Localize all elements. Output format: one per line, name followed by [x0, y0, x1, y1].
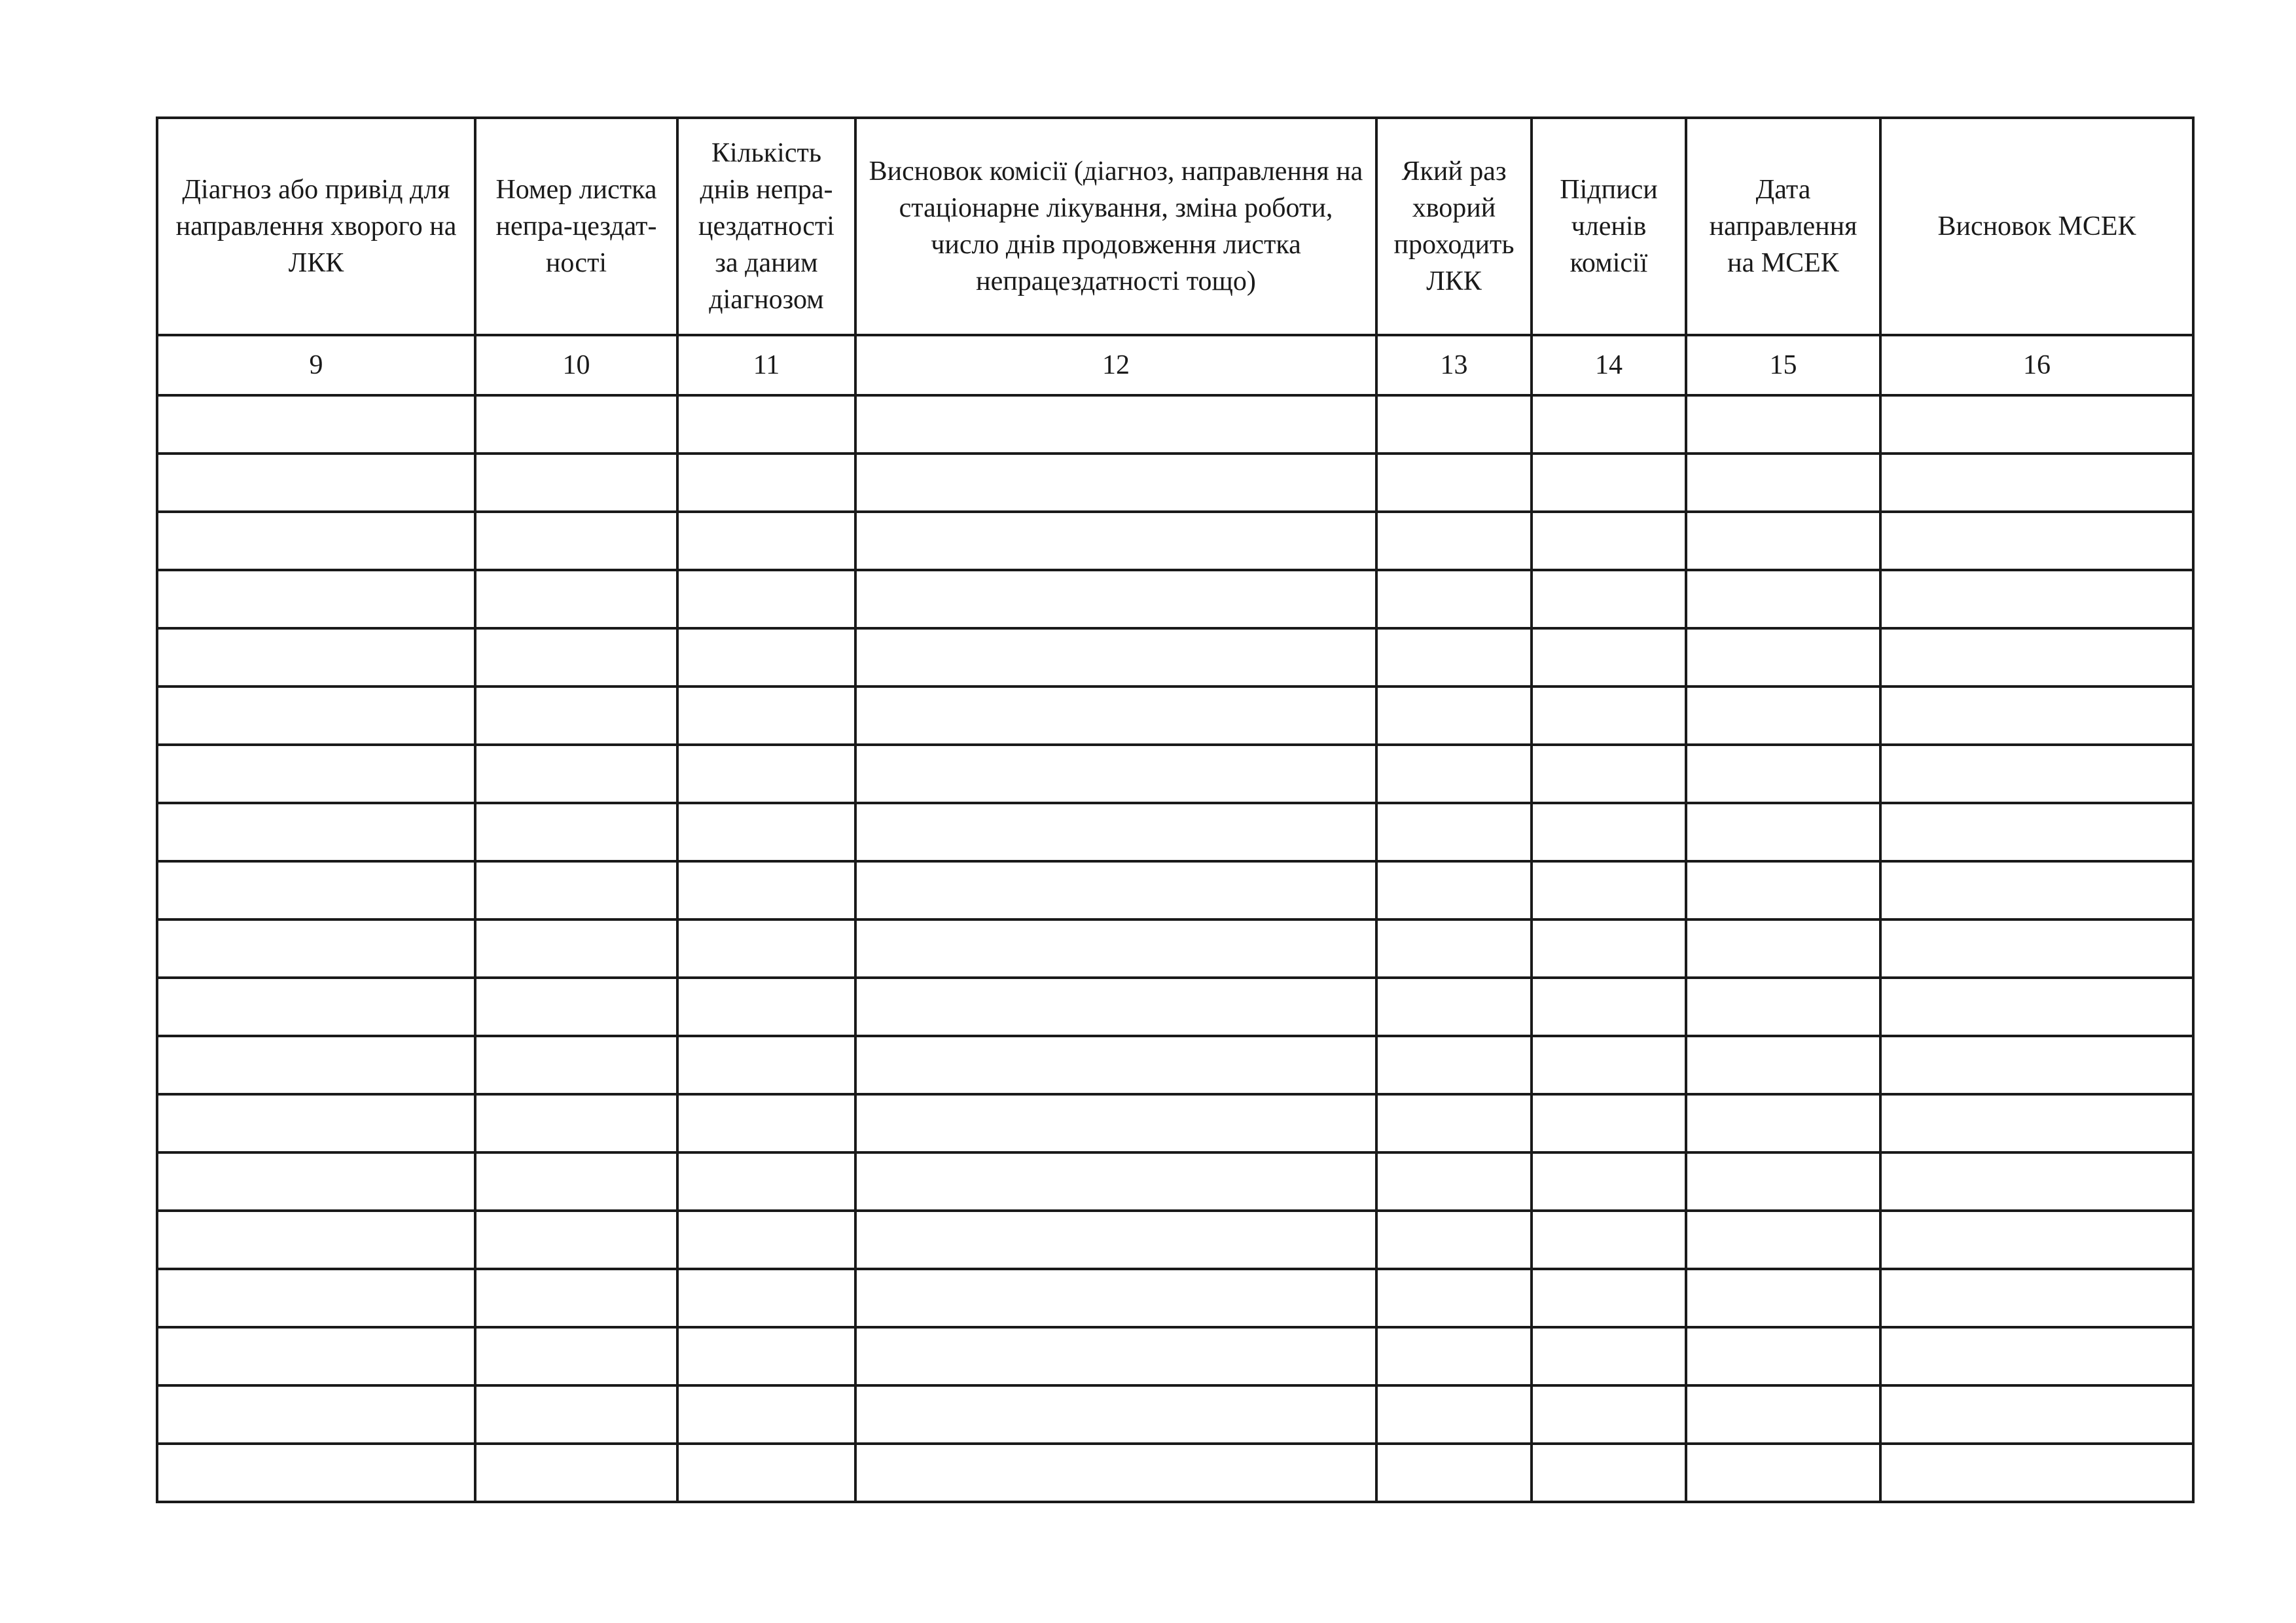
commission-conclusion-cell[interactable]: [855, 1327, 1376, 1385]
diagnosis-cell[interactable]: [157, 1327, 475, 1385]
header-msek-conclusion: Висновок МСЕК: [1880, 118, 2193, 335]
signatures-cell[interactable]: [1532, 1385, 1686, 1444]
visit-count-cell[interactable]: [1376, 512, 1532, 570]
diagnosis-cell[interactable]: [157, 978, 475, 1036]
msek-referral-date-cell[interactable]: [1686, 454, 1880, 512]
signatures-cell[interactable]: [1532, 1211, 1686, 1269]
msek-conclusion-cell[interactable]: [1880, 570, 2193, 628]
days-count-cell[interactable]: [677, 1385, 855, 1444]
msek-conclusion-cell[interactable]: [1880, 395, 2193, 454]
sick-leave-number-cell[interactable]: [475, 919, 677, 978]
signatures-cell[interactable]: [1532, 978, 1686, 1036]
visit-count-cell[interactable]: [1376, 978, 1532, 1036]
table-row: [157, 919, 2193, 978]
msek-referral-date-cell[interactable]: [1686, 1211, 1880, 1269]
visit-count-cell[interactable]: [1376, 861, 1532, 919]
table-row: [157, 978, 2193, 1036]
table-row: [157, 454, 2193, 512]
days-count-cell[interactable]: [677, 628, 855, 687]
table-row: [157, 1385, 2193, 1444]
msek-referral-date-cell[interactable]: [1686, 1385, 1880, 1444]
days-count-cell[interactable]: [677, 861, 855, 919]
visit-count-cell[interactable]: [1376, 1152, 1532, 1211]
diagnosis-cell[interactable]: [157, 1269, 475, 1327]
sick-leave-number-cell[interactable]: [475, 1036, 677, 1094]
column-number: 13: [1376, 335, 1532, 395]
diagnosis-cell[interactable]: [157, 1036, 475, 1094]
commission-conclusion-cell[interactable]: [855, 1211, 1376, 1269]
commission-conclusion-cell[interactable]: [855, 1152, 1376, 1211]
visit-count-cell[interactable]: [1376, 454, 1532, 512]
sick-leave-number-cell[interactable]: [475, 395, 677, 454]
visit-count-cell[interactable]: [1376, 803, 1532, 861]
days-count-cell[interactable]: [677, 1152, 855, 1211]
header-sick-leave-number: Номер листка непра-цездат-ності: [475, 118, 677, 335]
sick-leave-number-cell[interactable]: [475, 628, 677, 687]
days-count-cell[interactable]: [677, 1327, 855, 1385]
sick-leave-number-cell[interactable]: [475, 1211, 677, 1269]
sick-leave-number-cell[interactable]: [475, 687, 677, 745]
signatures-cell[interactable]: [1532, 1152, 1686, 1211]
days-count-cell[interactable]: [677, 395, 855, 454]
table-row: [157, 570, 2193, 628]
signatures-cell[interactable]: [1532, 628, 1686, 687]
signatures-cell[interactable]: [1532, 512, 1686, 570]
column-number: 14: [1532, 335, 1686, 395]
visit-count-cell[interactable]: [1376, 395, 1532, 454]
table-row: [157, 687, 2193, 745]
days-count-cell[interactable]: [677, 1269, 855, 1327]
column-number: 16: [1880, 335, 2193, 395]
table-row: [157, 1094, 2193, 1152]
signatures-cell[interactable]: [1532, 1036, 1686, 1094]
header-visit-count: Який раз хворий проходить ЛКК: [1376, 118, 1532, 335]
table-row: [157, 861, 2193, 919]
signatures-cell[interactable]: [1532, 803, 1686, 861]
sick-leave-number-cell[interactable]: [475, 1269, 677, 1327]
commission-conclusion-cell[interactable]: [855, 628, 1376, 687]
commission-conclusion-cell[interactable]: [855, 745, 1376, 803]
commission-conclusion-cell[interactable]: [855, 861, 1376, 919]
diagnosis-cell[interactable]: [157, 512, 475, 570]
msek-referral-date-cell[interactable]: [1686, 1036, 1880, 1094]
header-diagnosis: Діагноз або привід для направлення хворого на ЛКК: [157, 118, 475, 335]
visit-count-cell[interactable]: [1376, 1211, 1532, 1269]
column-number: 11: [677, 335, 855, 395]
msek-conclusion-cell[interactable]: [1880, 919, 2193, 978]
days-count-cell[interactable]: [677, 919, 855, 978]
sick-leave-number-cell[interactable]: [475, 1444, 677, 1502]
commission-conclusion-cell[interactable]: [855, 395, 1376, 454]
msek-conclusion-cell[interactable]: [1880, 628, 2193, 687]
days-count-cell[interactable]: [677, 570, 855, 628]
visit-count-cell[interactable]: [1376, 1444, 1532, 1502]
column-number: 15: [1686, 335, 1880, 395]
days-count-cell[interactable]: [677, 803, 855, 861]
msek-referral-date-cell[interactable]: [1686, 803, 1880, 861]
diagnosis-cell[interactable]: [157, 803, 475, 861]
sick-leave-number-cell[interactable]: [475, 861, 677, 919]
sick-leave-number-cell[interactable]: [475, 745, 677, 803]
signatures-cell[interactable]: [1532, 1444, 1686, 1502]
commission-conclusion-cell[interactable]: [855, 454, 1376, 512]
msek-referral-date-cell[interactable]: [1686, 628, 1880, 687]
msek-referral-date-cell[interactable]: [1686, 919, 1880, 978]
visit-count-cell[interactable]: [1376, 687, 1532, 745]
diagnosis-cell[interactable]: [157, 1094, 475, 1152]
msek-referral-date-cell[interactable]: [1686, 1444, 1880, 1502]
sick-leave-number-cell[interactable]: [475, 570, 677, 628]
signatures-cell[interactable]: [1532, 861, 1686, 919]
days-count-cell[interactable]: [677, 512, 855, 570]
msek-conclusion-cell[interactable]: [1880, 1444, 2193, 1502]
header-commission-signatures: Підписи членів комісії: [1532, 118, 1686, 335]
msek-referral-date-cell[interactable]: [1686, 861, 1880, 919]
commission-conclusion-cell[interactable]: [855, 512, 1376, 570]
msek-referral-date-cell[interactable]: [1686, 1327, 1880, 1385]
msek-conclusion-cell[interactable]: [1880, 861, 2193, 919]
table-row: [157, 803, 2193, 861]
diagnosis-cell[interactable]: [157, 395, 475, 454]
diagnosis-cell[interactable]: [157, 628, 475, 687]
msek-conclusion-cell[interactable]: [1880, 1327, 2193, 1385]
signatures-cell[interactable]: [1532, 745, 1686, 803]
msek-conclusion-cell[interactable]: [1880, 978, 2193, 1036]
sick-leave-number-cell[interactable]: [475, 803, 677, 861]
column-number-row: [157, 335, 2193, 395]
msek-conclusion-cell[interactable]: [1880, 1152, 2193, 1211]
table-row: [157, 1152, 2193, 1211]
msek-conclusion-cell[interactable]: [1880, 745, 2193, 803]
msek-referral-date-cell[interactable]: [1686, 570, 1880, 628]
diagnosis-cell[interactable]: [157, 1152, 475, 1211]
sick-leave-number-cell[interactable]: [475, 1327, 677, 1385]
days-count-cell[interactable]: [677, 978, 855, 1036]
msek-referral-date-cell[interactable]: [1686, 687, 1880, 745]
table-row: [157, 1444, 2193, 1502]
days-count-cell[interactable]: [677, 687, 855, 745]
signatures-cell[interactable]: [1532, 1269, 1686, 1327]
days-count-cell[interactable]: [677, 1094, 855, 1152]
table-row: [157, 1269, 2193, 1327]
sick-leave-number-cell[interactable]: [475, 454, 677, 512]
commission-conclusion-cell[interactable]: [855, 919, 1376, 978]
column-number: 12: [855, 335, 1376, 395]
days-count-cell[interactable]: [677, 454, 855, 512]
header-row: [157, 118, 2193, 335]
table-row: [157, 1327, 2193, 1385]
commission-conclusion-cell[interactable]: [855, 570, 1376, 628]
signatures-cell[interactable]: [1532, 454, 1686, 512]
diagnosis-cell[interactable]: [157, 1211, 475, 1269]
commission-conclusion-cell[interactable]: [855, 1094, 1376, 1152]
msek-referral-date-cell[interactable]: [1686, 745, 1880, 803]
diagnosis-cell[interactable]: [157, 919, 475, 978]
commission-conclusion-cell[interactable]: [855, 1385, 1376, 1444]
msek-conclusion-cell[interactable]: [1880, 1385, 2193, 1444]
msek-conclusion-cell[interactable]: [1880, 1036, 2193, 1094]
commission-conclusion-cell[interactable]: [855, 1036, 1376, 1094]
visit-count-cell[interactable]: [1376, 1385, 1532, 1444]
sick-leave-number-cell[interactable]: [475, 1385, 677, 1444]
lkk-register-table: [156, 116, 2195, 1503]
table-row: [157, 1036, 2193, 1094]
msek-referral-date-cell[interactable]: [1686, 395, 1880, 454]
visit-count-cell[interactable]: [1376, 570, 1532, 628]
msek-referral-date-cell[interactable]: [1686, 978, 1880, 1036]
signatures-cell[interactable]: [1532, 687, 1686, 745]
visit-count-cell[interactable]: [1376, 1327, 1532, 1385]
commission-conclusion-cell[interactable]: [855, 1444, 1376, 1502]
commission-conclusion-cell[interactable]: [855, 1269, 1376, 1327]
commission-conclusion-cell[interactable]: [855, 803, 1376, 861]
msek-referral-date-cell[interactable]: [1686, 512, 1880, 570]
diagnosis-cell[interactable]: [157, 1385, 475, 1444]
msek-conclusion-cell[interactable]: [1880, 803, 2193, 861]
signatures-cell[interactable]: [1532, 395, 1686, 454]
visit-count-cell[interactable]: [1376, 745, 1532, 803]
msek-conclusion-cell[interactable]: [1880, 687, 2193, 745]
commission-conclusion-cell[interactable]: [855, 978, 1376, 1036]
table-row: [157, 745, 2193, 803]
table-row: [157, 512, 2193, 570]
register-sheet: [156, 116, 2192, 1503]
signatures-cell[interactable]: [1532, 919, 1686, 978]
days-count-cell[interactable]: [677, 745, 855, 803]
diagnosis-cell[interactable]: [157, 745, 475, 803]
days-count-cell[interactable]: [677, 1444, 855, 1502]
days-count-cell[interactable]: [677, 1211, 855, 1269]
header-msek-referral-date: Дата направлення на МСЕК: [1686, 118, 1880, 335]
signatures-cell[interactable]: [1532, 1327, 1686, 1385]
diagnosis-cell[interactable]: [157, 570, 475, 628]
table-row: [157, 628, 2193, 687]
visit-count-cell[interactable]: [1376, 919, 1532, 978]
diagnosis-cell[interactable]: [157, 861, 475, 919]
header-commission-conclusion: Висновок комісії (діагноз, направлення на стаціонарне лікування, зміна роботи, число днів продовження листка непрацездатності тощо): [855, 118, 1376, 335]
sick-leave-number-cell[interactable]: [475, 1152, 677, 1211]
diagnosis-cell[interactable]: [157, 454, 475, 512]
msek-conclusion-cell[interactable]: [1880, 1269, 2193, 1327]
header-days-count: Кількість днів непра-цездатності за даним діагнозом: [677, 118, 855, 335]
table-row: [157, 1211, 2193, 1269]
table-row: [157, 395, 2193, 454]
visit-count-cell[interactable]: [1376, 1094, 1532, 1152]
msek-conclusion-cell[interactable]: [1880, 1211, 2193, 1269]
msek-referral-date-cell[interactable]: [1686, 1094, 1880, 1152]
commission-conclusion-cell[interactable]: [855, 687, 1376, 745]
msek-conclusion-cell[interactable]: [1880, 454, 2193, 512]
msek-referral-date-cell[interactable]: [1686, 1269, 1880, 1327]
diagnosis-cell[interactable]: [157, 687, 475, 745]
msek-conclusion-cell[interactable]: [1880, 1094, 2193, 1152]
visit-count-cell[interactable]: [1376, 628, 1532, 687]
diagnosis-cell[interactable]: [157, 1444, 475, 1502]
column-number: 9: [157, 335, 475, 395]
msek-conclusion-cell[interactable]: [1880, 512, 2193, 570]
signatures-cell[interactable]: [1532, 570, 1686, 628]
msek-referral-date-cell[interactable]: [1686, 1152, 1880, 1211]
sick-leave-number-cell[interactable]: [475, 512, 677, 570]
sick-leave-number-cell[interactable]: [475, 978, 677, 1036]
column-number: 10: [475, 335, 677, 395]
visit-count-cell[interactable]: [1376, 1269, 1532, 1327]
signatures-cell[interactable]: [1532, 1094, 1686, 1152]
sick-leave-number-cell[interactable]: [475, 1094, 677, 1152]
days-count-cell[interactable]: [677, 1036, 855, 1094]
visit-count-cell[interactable]: [1376, 1036, 1532, 1094]
